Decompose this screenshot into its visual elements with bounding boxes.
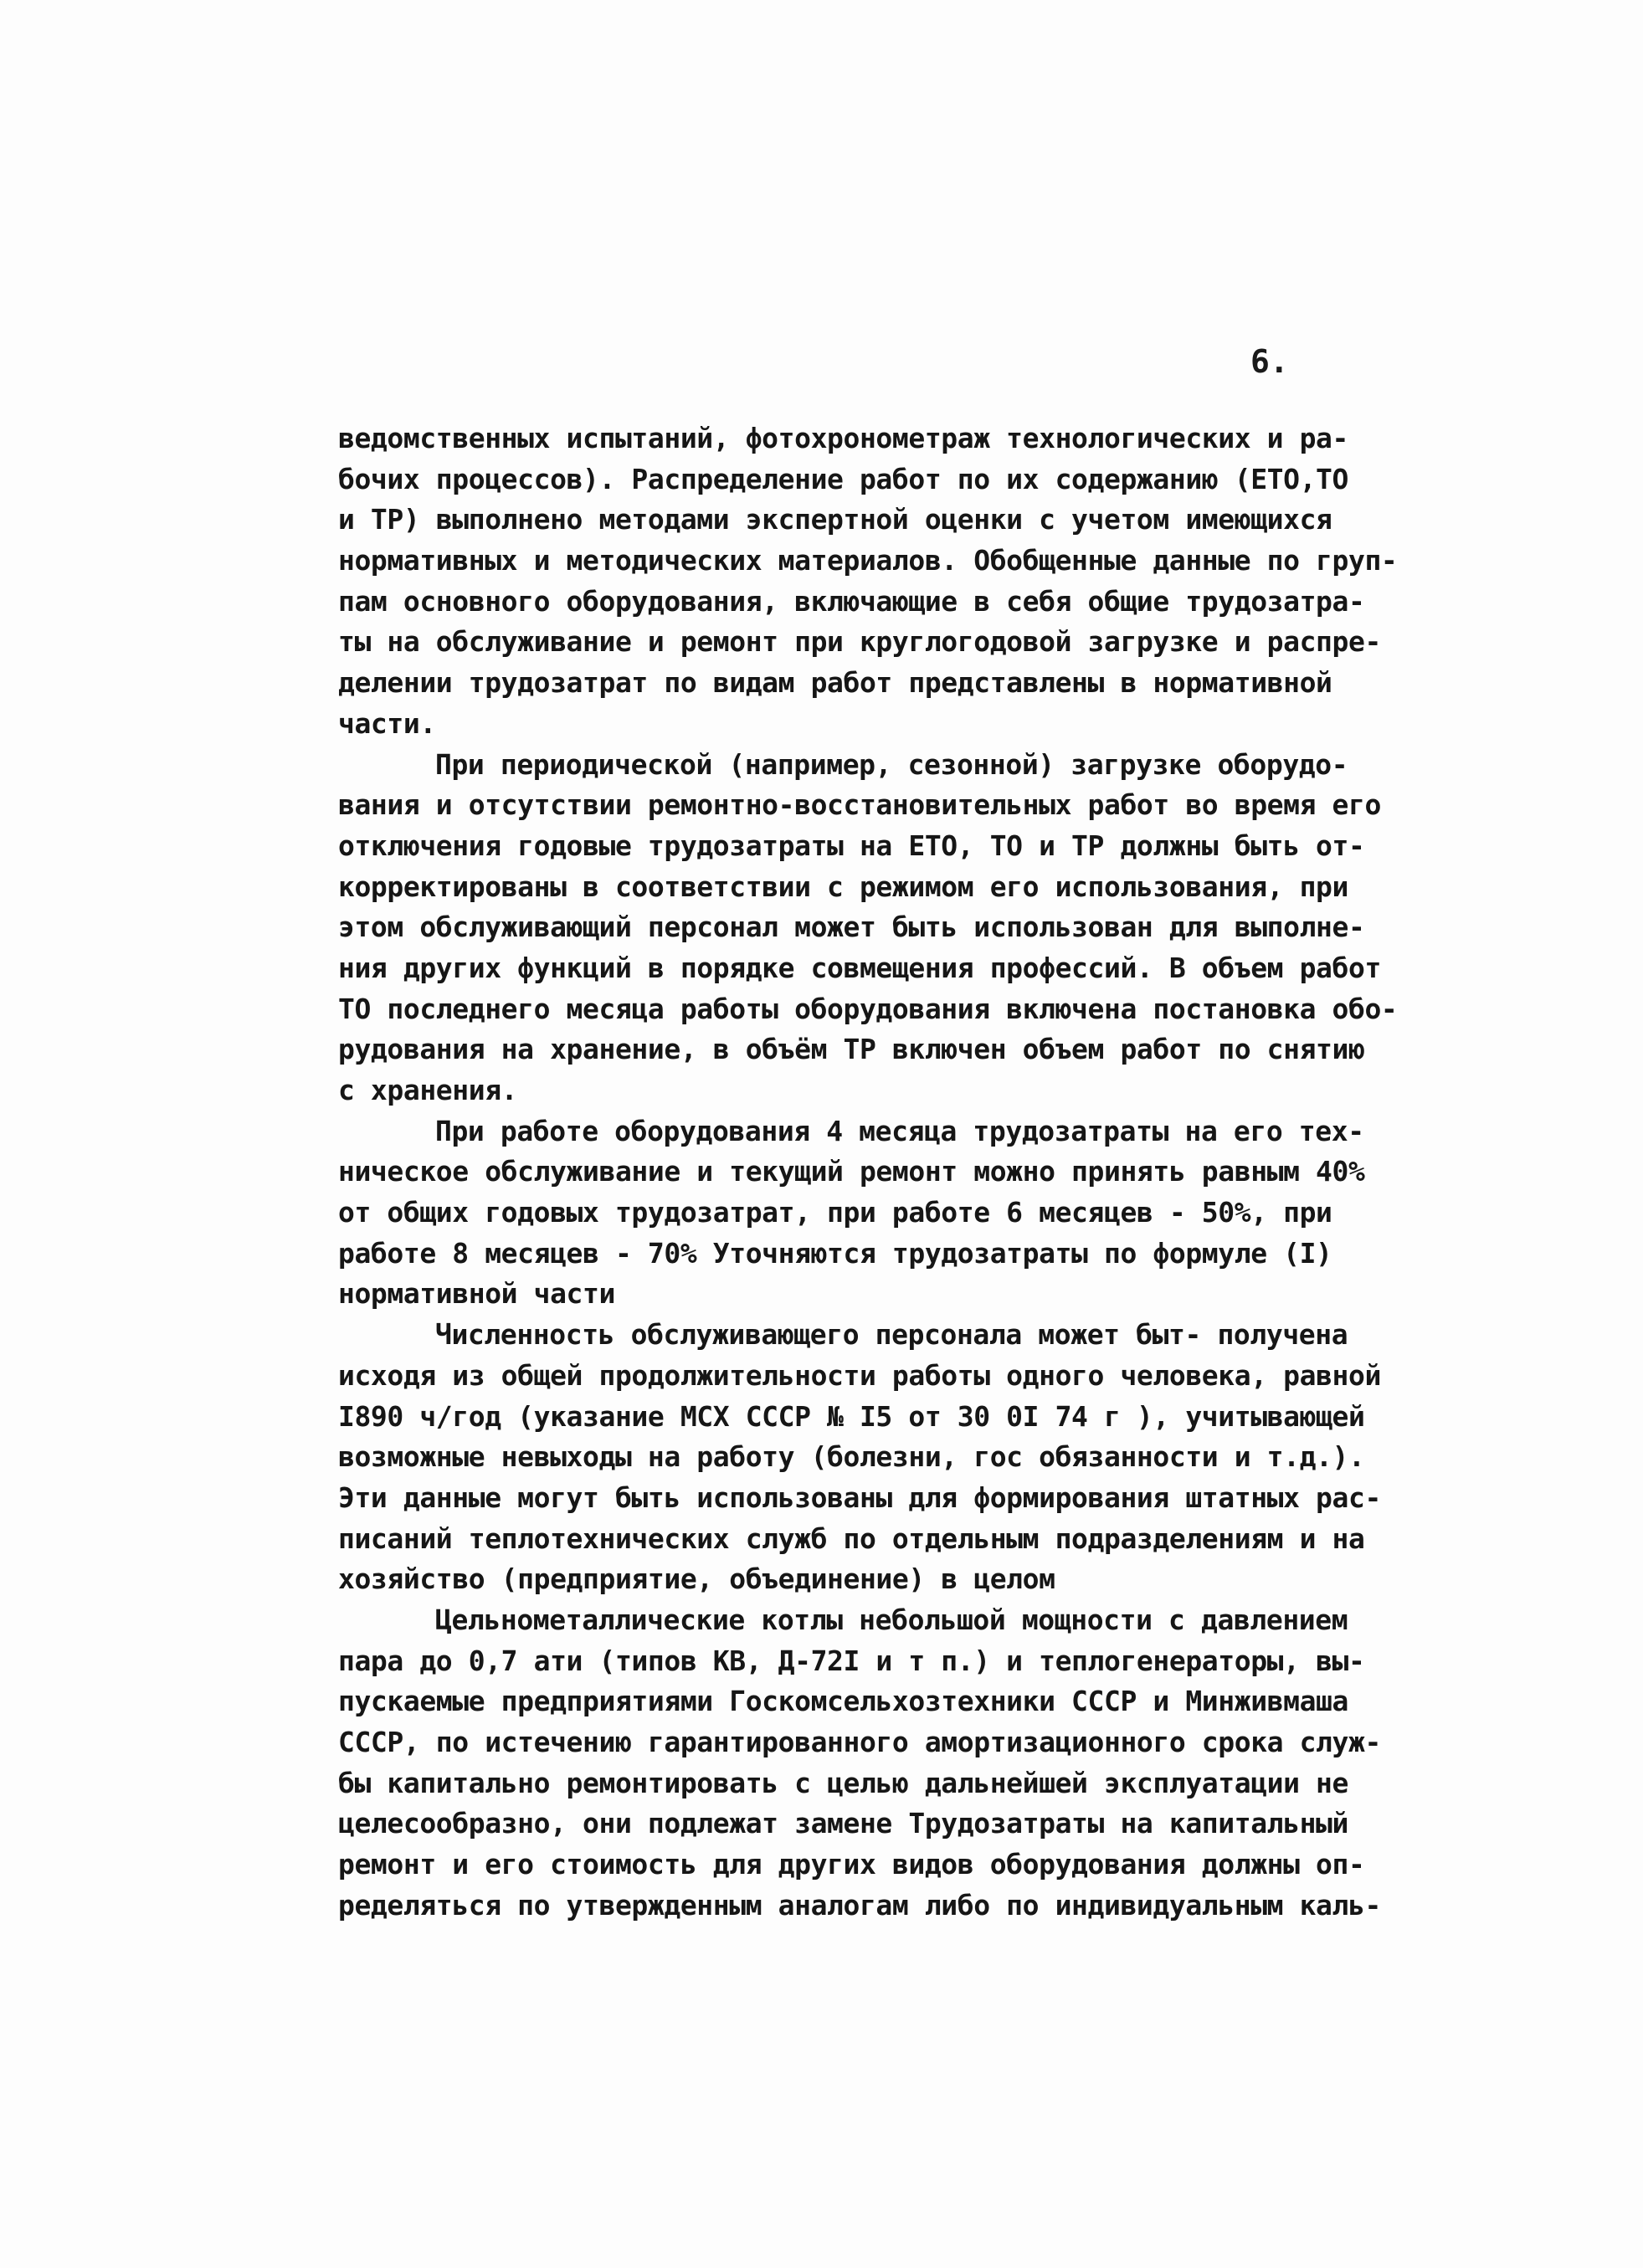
- text-line: ремонт и его стоимость для других видов оборудования должны оп-: [338, 1848, 1365, 1881]
- text-line: хозяйство (предприятие, объединение) в целом: [338, 1562, 1055, 1596]
- text-line: пара до 0,7 ати (типов КВ, Д-72I и т п.) и теплогенераторы, вы-: [338, 1644, 1365, 1677]
- text-line: нормативных и методических материалов. Обобщенные данные по груп-: [338, 544, 1398, 577]
- text-line: исходя из общей продолжительности работы одного человека, равной: [338, 1358, 1381, 1392]
- text-line: нормативной части: [338, 1277, 615, 1311]
- text-line: СССР, по истечению гарантированного амортизационного срока служ-: [338, 1726, 1381, 1758]
- text-line: от общих годовых трудозатрат, при работе 6 месяцев - 50%, при: [338, 1196, 1332, 1229]
- text-line: вания и отсутствии ремонтно-восстановительных работ во время его: [338, 788, 1381, 822]
- text-line: ределяться по утвержденным аналогам либо по индивидуальным каль-: [338, 1888, 1381, 1922]
- text-line: Эти данные могут быть использованы для формирования штатных рас-: [338, 1480, 1381, 1514]
- text-line: работе 8 месяцев - 70% Уточняются трудозатраты по формуле (I): [338, 1236, 1332, 1270]
- text-line: ведомственных испытаний, фотохронометраж технологических и ра-: [338, 422, 1348, 454]
- text-line: пам основного оборудования, включающие в себя общие трудозатра-: [338, 584, 1365, 618]
- text-line: При периодической (например, сезонной) загрузке оборудо-: [435, 747, 1348, 781]
- text-line: делении трудозатрат по видам работ представлены в нормативной: [338, 666, 1332, 700]
- text-line: бы капитально ремонтировать с целью дальнейшей эксплуатации не: [338, 1766, 1348, 1799]
- text-line: ния других функций в порядке совмещения профессий. В объем работ: [338, 951, 1381, 984]
- text-line: с хранения.: [338, 1074, 518, 1106]
- text-line: части.: [338, 706, 436, 740]
- text-line: ТО последнего месяца работы оборудования включена постановка обо-: [338, 992, 1398, 1025]
- text-line: Цельнометаллические котлы небольшой мощности с давлением: [435, 1603, 1348, 1636]
- text-line: писаний теплотехнических служб по отдельным подразделениям и на: [338, 1521, 1365, 1555]
- text-line: Численность обслуживающего персонала может быт- получена: [435, 1318, 1348, 1352]
- text-line: ты на обслуживание и ремонт при круглогодовой загрузке и распре-: [338, 625, 1381, 659]
- body-text: [338, 418, 1409, 1926]
- text-line: возможные невыходы на работу (болезни, гос обязанности и т.д.).: [338, 1440, 1365, 1474]
- text-line: рудования на хранение, в объём ТР включен объем работ по снятию: [338, 1033, 1365, 1066]
- text-line: отключения годовые трудозатраты на ЕТО, ТО и ТР должны быть от-: [338, 829, 1365, 862]
- text-line: и ТР) выполнено методами экспертной оценки с учетом имеющихся: [338, 503, 1332, 536]
- page-number: 6.: [1250, 343, 1289, 380]
- text-line: ническое обслуживание и текущий ремонт можно принять равным 40%: [338, 1155, 1365, 1188]
- text-line: пускаемые предприятиями Госкомсельхозтехники СССР и Минживмаша: [338, 1685, 1348, 1718]
- text-line: этом обслуживающий персонал может быть использован для выполне-: [338, 911, 1365, 944]
- text-line: корректированы в соответствии с режимом его использования, при: [338, 870, 1348, 903]
- text-line: целесообразно, они подлежат замене Трудозатраты на капитальный: [338, 1807, 1348, 1840]
- text-line: При работе оборудования 4 месяца трудозатраты на его тех-: [435, 1114, 1364, 1147]
- text-line: I890 ч/год (указание МСХ СССР № I5 от 30 0I 74 г ), учитывающей: [338, 1399, 1365, 1433]
- text-line: бочих процессов). Распределение работ по их содержанию (ЕТО,ТО: [338, 462, 1348, 495]
